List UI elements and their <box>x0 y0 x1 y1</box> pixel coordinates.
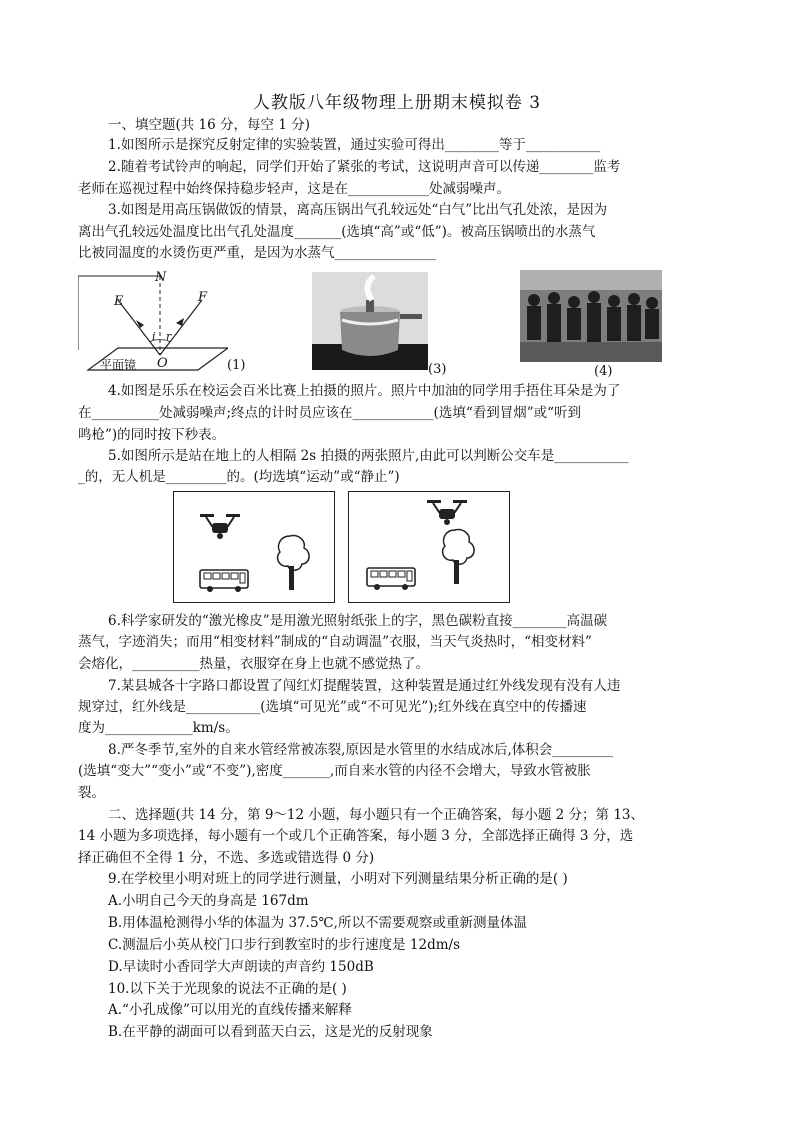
figure-caption-1: (1) <box>227 358 246 373</box>
section-heading-choice: 二、选择题(共 14 分，第 9～12 小题，每小题只有一个正确答案，每小题 2 分；第 13、 <box>108 807 645 823</box>
question-line: 4.如图是乐乐在校运会百米比赛上拍摄的照片。照片中加油的同学用手捂住耳朵是为了 <box>108 383 621 399</box>
option: B.在平静的湖面可以看到蓝天白云，这是光的反射现象 <box>108 1024 433 1040</box>
race-spectators-photo <box>520 270 662 362</box>
label-i: i <box>152 330 156 343</box>
drone-icon <box>200 514 240 539</box>
section-heading-choice: 14 小题为多项选择，每小题有一个或几个正确答案，每小题 3 分，全部选择正确得 3 分，选 <box>78 828 634 844</box>
section-heading-fill-in: 一、填空题(共 16 分，每空 1 分) <box>108 117 310 133</box>
question-line: 裂。 <box>78 785 105 801</box>
photo-frame-2 <box>348 491 510 603</box>
option: A.小明自己今天的身高是 167dm <box>108 893 309 909</box>
question-line: 鸣枪”)的同时按下秒表。 <box>78 427 226 443</box>
option: D.早读时小香同学大声朗读的声音约 150dB <box>108 959 374 975</box>
question-line: 老师在巡视过程中始终保持稳步轻声，这是在____________处减弱噪声。 <box>78 181 510 197</box>
question-line: 5.如图所示是站在地上的人相隔 2s 拍摄的两张照片,由此可以判断公交车是___________ <box>108 448 629 464</box>
question-line: 蒸气，字迹消失；而用“相变材料”制成的“自动调温”衣服，当天气炎热时，“相变材料” <box>78 634 592 650</box>
section-heading-choice: 择正确但不全得 1 分，不选、多选或错选得 0 分) <box>78 850 375 866</box>
question-line: 1.如图所示是探究反射定律的实验装置，通过实验可得出________等于___________ <box>108 137 601 153</box>
question-line: 3.如图是用高压锅做饭的情景，离高压锅出气孔较远处“白气”比出气孔处浓，是因为 <box>108 202 608 218</box>
label-f: F <box>198 290 208 305</box>
question-line: (选填“变大”“变小”或“不变”),密度_______,而自来水管的内径不会增大，导致水管被胀 <box>78 763 591 779</box>
page-title: 人教版八年级物理上册期末模拟卷 3 <box>252 93 542 113</box>
label-o: O <box>157 356 168 371</box>
reflection-diagram <box>78 270 228 375</box>
option: B.用体温枪测得小华的体温为 37.5℃,所以不需要观察或重新测量体温 <box>108 915 527 931</box>
question-line: 6.科学家研发的“激光橡皮”是用激光照射纸张上的字，黑色碳粉直接________高温碳 <box>108 613 608 629</box>
question-line: 规穿过，红外线是___________(选填“可见光”或“不可见光”);红外线在真空中的传播速 <box>78 699 587 715</box>
pressure-cooker-photo <box>312 272 428 370</box>
photo-frame-1 <box>173 491 335 603</box>
label-r: r <box>166 330 172 343</box>
figure-caption-3: (3) <box>428 362 447 377</box>
question-line: 在__________处减弱噪声;终点的计时员应该在____________(选填“看到冒烟”或“听到 <box>78 405 582 421</box>
figure-caption-4: (4) <box>594 364 613 379</box>
question-line: 8.严冬季节,室外的自来水管经常被冻裂,原因是水管里的水结成冰后,体积会_________ <box>108 742 614 758</box>
tree-icon <box>443 530 475 584</box>
option: C.测温后小英从校门口步行到教室时的步行速度是 12dm/s <box>108 937 461 953</box>
option: A.“小孔成像”可以用光的直线传播来解释 <box>108 1002 352 1018</box>
question-stem: 9.在学校里小明对班上的同学进行测量，小明对下列测量结果分析正确的是( ) <box>108 871 568 887</box>
question-line: 度为_____________km/s。 <box>78 720 239 736</box>
question-stem: 10.以下关于光现象的说法不正确的是( ) <box>108 981 347 997</box>
question-line: _的，无人机是_________的。(均选填“运动”或“静止”) <box>78 469 400 485</box>
question-line: 2.随着考试铃声的响起，同学们开始了紧张的考试，这说明声音可以传递________监考 <box>108 159 621 175</box>
drone-icon <box>427 500 467 525</box>
label-n: N <box>155 270 167 285</box>
mirror-label: 平面镜 <box>100 358 137 372</box>
label-e: E <box>114 294 124 309</box>
question-line: 7.某县城各十字路口都设置了闯红灯提醒装置，这种装置是通过红外线发现有没有人违 <box>108 678 621 694</box>
tree-icon <box>278 536 310 590</box>
question-line: 离出气孔较远处温度比出气孔处温度_______(选填“高”或“低”)。被高压锅喷出的水蒸气 <box>78 224 596 240</box>
question-line: 比被同温度的水烫伤更严重，是因为水蒸气_______________ <box>78 245 436 261</box>
bus-icon <box>200 570 248 592</box>
bus-icon <box>367 568 415 590</box>
question-line: 会熔化，__________热量，衣服穿在身上也就不感觉热了。 <box>78 656 429 672</box>
